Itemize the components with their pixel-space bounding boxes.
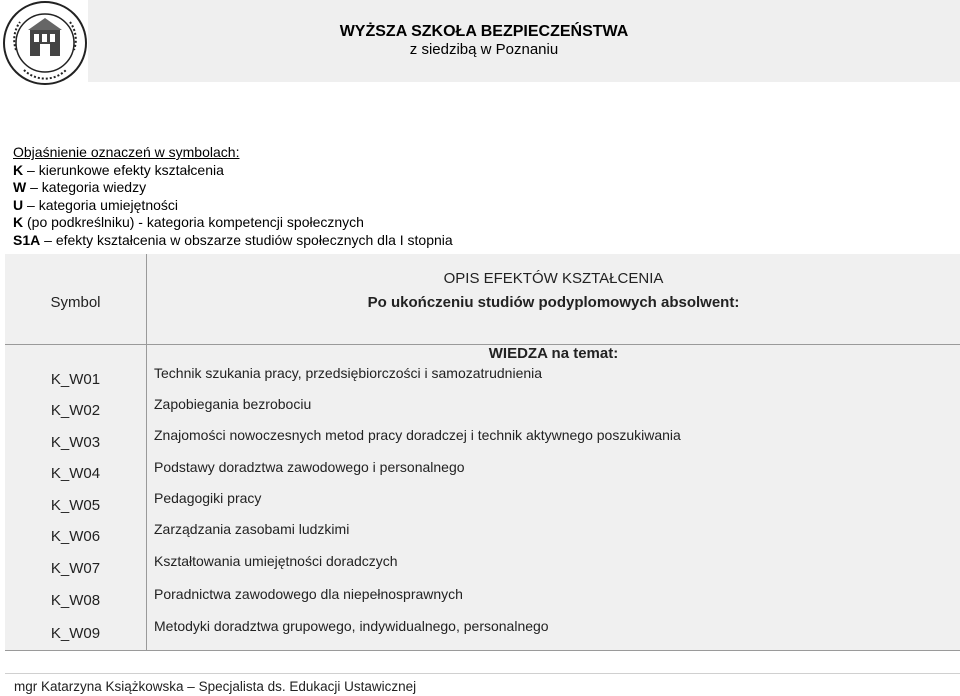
outcome-code: K_W02 <box>50 402 101 419</box>
institution-subtitle: z siedzibą w Poznaniu <box>409 41 559 58</box>
institution-title: WYŻSZA SZKOŁA BEZPIECZEŃSTWA <box>339 23 629 40</box>
legend-symbol: K <box>13 214 24 230</box>
legend-text: efekty kształcenia w obszarze studiów społecznych dla I stopnia <box>55 231 453 248</box>
learning-outcomes-table <box>5 254 960 651</box>
legend-heading: Objaśnienie oznaczeń w symbolach: <box>13 144 240 160</box>
footer-divider <box>5 673 960 674</box>
legend-text: kategoria wiedzy <box>41 179 147 195</box>
legend-text: kategoria kompetencji społecznych <box>146 214 364 230</box>
column-divider <box>146 254 147 651</box>
outcome-code: K_W09 <box>50 625 101 642</box>
outcomes-column-subheader: Po ukończeniu studiów podyplomowych absolwent: <box>367 294 740 311</box>
legend-row <box>13 162 453 180</box>
legend-separator: – <box>23 161 39 178</box>
outcomes-column-header: OPIS EFEKTÓW KSZTAŁCENIA <box>443 270 664 287</box>
legend-text: kategoria umiejętności <box>38 196 178 213</box>
outcome-description: Metodyki doradztwa grupowego, indywidualnego, personalnego <box>154 618 549 634</box>
outcome-description: Technik szukania pracy, przedsiębiorczości i samozatrudnienia <box>154 365 543 381</box>
legend-symbol: W <box>13 179 27 195</box>
legend-text: kierunkowe efekty kształcenia <box>38 161 224 178</box>
footer-author: mgr Katarzyna Książkowska – Specjalista ds. Edukacji Ustawicznej <box>14 679 417 694</box>
legend-symbol: S1A <box>13 231 41 248</box>
legend-separator: – <box>23 196 39 213</box>
legend-symbol: U <box>13 196 24 213</box>
outcome-description: Kształtowania umiejętności doradczych <box>154 553 398 569</box>
outcome-code: K_W01 <box>50 371 101 388</box>
outcome-code: K_W08 <box>50 592 101 609</box>
outcome-code: K_W04 <box>50 465 101 482</box>
legend-row <box>13 214 453 232</box>
outcome-description: Podstawy doradztwa zawodowego i personalnego <box>154 459 465 475</box>
symbol-column-header: Symbol <box>50 294 101 311</box>
legend-separator: – <box>26 179 42 195</box>
outcome-code: K_W07 <box>50 560 101 577</box>
legend-symbol: K <box>13 161 24 178</box>
university-seal-logo <box>2 0 88 86</box>
outcome-description: Pedagogiki pracy <box>154 490 262 506</box>
outcome-description: Znajomości nowoczesnych metod pracy doradczej i technik aktywnego poszukiwania <box>154 427 681 443</box>
table-bottom-border <box>5 650 960 651</box>
symbols-legend <box>13 144 453 249</box>
legend-row <box>13 232 453 250</box>
legend-row <box>13 179 453 197</box>
legend-row <box>13 197 453 215</box>
outcome-code: K_W03 <box>50 434 101 451</box>
outcome-description: Poradnictwa zawodowego dla niepełnosprawnych <box>154 586 463 602</box>
outcome-code: K_W06 <box>50 528 101 545</box>
knowledge-section-heading: WIEDZA na temat: <box>488 345 619 362</box>
legend-separator: (po podkreślniku) - <box>23 214 147 230</box>
outcome-code: K_W05 <box>50 497 101 514</box>
outcome-description: Zarządzania zasobami ludzkimi <box>154 521 350 537</box>
legend-separator: – <box>40 231 56 248</box>
outcome-description: Zapobiegania bezrobociu <box>154 396 312 412</box>
